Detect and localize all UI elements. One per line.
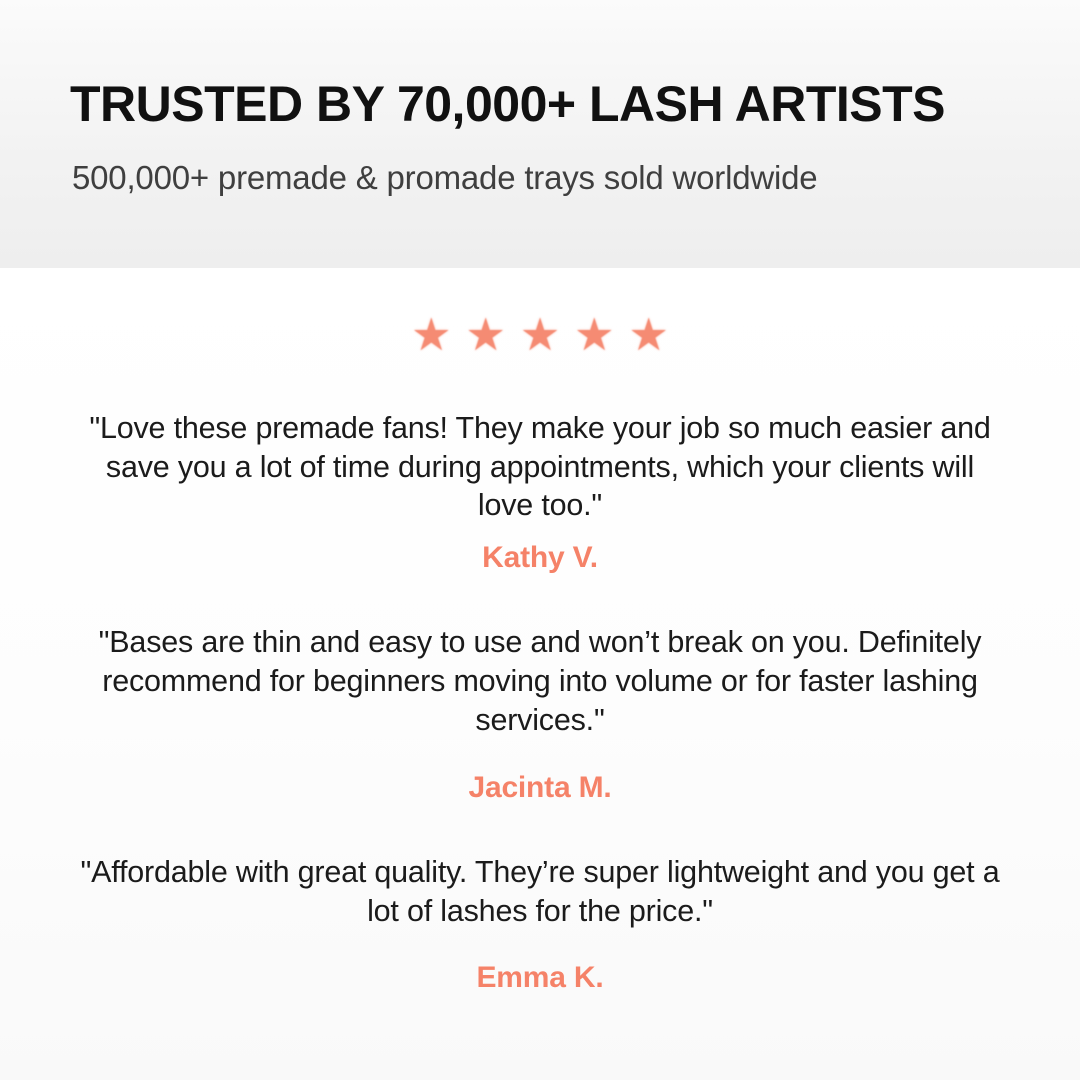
review-text: "Bases are thin and easy to use and won’t break on you. Definitely recommend for beginners moving into volume or for faster lashing services." [98,625,982,737]
reviews-section [0,268,1080,1080]
review-item [50,623,1030,805]
review-text: "Affordable with great quality. They’re super lightweight and you get a lot of lashes for the price." [80,855,1000,929]
star-icon: ★ [574,309,615,360]
page-subtitle: 500,000+ premade & promade trays sold worldwide [72,159,818,197]
review-item [50,409,1030,575]
page-title: TRUSTED BY 70,000+ LASH ARTISTS [70,75,946,132]
review-author: Emma K. [476,960,604,994]
star-icon: ★ [519,309,561,360]
star-icon: ★ [628,309,669,360]
review-author: Kathy V. [482,541,598,575]
review-item [50,853,1030,994]
header-band [0,0,1080,268]
review-author: Jacinta M. [468,771,612,805]
star-icon: ★ [465,309,506,360]
review-text: "Love these premade fans! They make your job so much easier and save you a lot of time during appointments, which your clients will love too." [89,411,991,523]
star-rating [411,309,669,360]
star-icon: ★ [411,309,452,360]
